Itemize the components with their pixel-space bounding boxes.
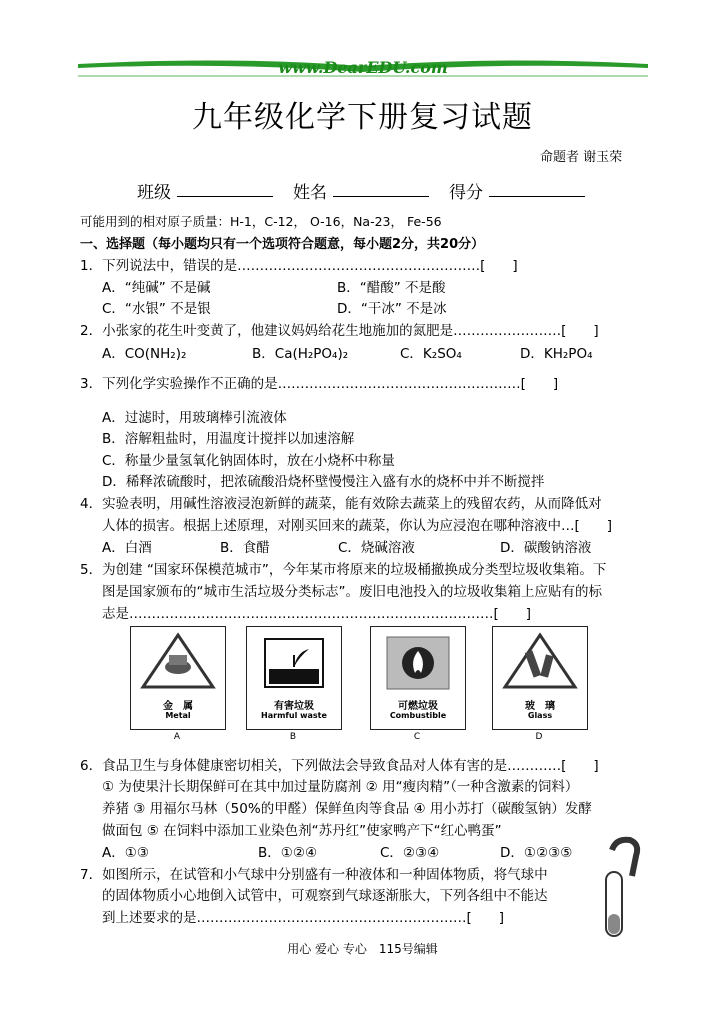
sign-b-harmful[interactable] — [246, 626, 342, 730]
harmful-waste-icon — [247, 627, 341, 695]
sign-c-letter: C — [413, 732, 421, 742]
q5-line2: 图是国家颁布的“城市生活垃圾分类标志”。废旧电池投入的垃圾收集箱上应贴有的标 — [102, 584, 602, 600]
q2-option-c[interactable]: C．K₂SO₄ — [400, 346, 462, 362]
q2-option-d[interactable]: D．KH₂PO₄ — [520, 346, 593, 362]
recycle-metal-icon — [131, 627, 225, 695]
q3-option-b[interactable]: B．溶解粗盐时，用温度计搅拌以加速溶解 — [102, 431, 355, 447]
garbage-sign-figure — [130, 626, 630, 740]
q1-option-c[interactable]: C．“水银” 不是银 — [102, 301, 211, 317]
sign-d-glass[interactable] — [492, 626, 588, 730]
combustible-flame-icon — [371, 627, 465, 695]
q1-stem: 1．下列说法中，错误的是………………………………………………[ ] — [80, 258, 518, 274]
page-title: 九年级化学下册复习试题 — [192, 100, 533, 135]
q7-line3: 到上述要求的是……………………………………………………[ ] — [102, 910, 505, 926]
q4-option-b[interactable]: B．食醋 — [220, 540, 270, 556]
sign-d-en: Glass — [527, 711, 553, 720]
q4-option-d[interactable]: D．碳酸钠溶液 — [500, 540, 592, 556]
q3-option-c[interactable]: C．称量少量氢氧化钠固体时，放在小烧杯中称量 — [102, 453, 395, 469]
q6-option-d[interactable]: D．①②③⑤ — [500, 845, 573, 861]
score-blank[interactable] — [489, 196, 585, 197]
q7-line2: 的固体物质小心地倒入试管中，可观察到气球逐渐胀大，下列各组中不能达 — [102, 888, 548, 904]
name-label: 姓名 — [293, 183, 327, 203]
q2-option-b[interactable]: B．Ca(H₂PO₄)₂ — [252, 346, 349, 362]
q6-option-c[interactable]: C．②③④ — [380, 845, 440, 861]
sign-a-letter: A — [173, 732, 181, 742]
class-label: 班级 — [137, 183, 171, 203]
q1-option-d[interactable]: D．“干冰” 不是冰 — [337, 301, 447, 317]
q3-option-d[interactable]: D．稀释浓硫酸时，把浓硫酸沿烧杯壁慢慢注入盛有水的烧杯中并不断搅拌 — [102, 474, 545, 490]
sign-a-cn: 金 属 — [163, 701, 193, 712]
q4-line1: 4．实验表明，用碱性溶液浸泡新鲜的蔬菜，能有效除去蔬菜上的残留农药，从而降低对 — [80, 496, 602, 512]
q3-stem: 3．下列化学实验操作不正确的是………………………………………………[ ] — [80, 376, 559, 392]
sign-b-letter: B — [289, 732, 297, 742]
test-tube-balloon-illustration — [596, 836, 646, 946]
recycle-glass-icon — [493, 627, 587, 695]
sign-a-metal[interactable] — [130, 626, 226, 730]
sign-d-letter: D — [535, 732, 543, 742]
score-label: 得分 — [449, 183, 483, 203]
q6-option-a[interactable]: A．①③ — [102, 845, 149, 861]
section-heading: 一、选择题（每小题均只有一个选项符合题意，每小题2分，共20分） — [80, 237, 485, 252]
q1-option-a[interactable]: A．“纯碱” 不是碱 — [102, 280, 211, 296]
atomic-masses: 可能用到的相对原子质量：H-1，C-12， O-16，Na-23， Fe-56 — [80, 214, 442, 229]
q6-line1: 6．食品卫生与身体健康密切相关，下列做法会导致食品对人体有害的是…………[ ] — [80, 758, 599, 774]
q1-option-b[interactable]: B．“醋酸” 不是酸 — [337, 280, 446, 296]
name-blank[interactable] — [333, 196, 429, 197]
q4-option-a[interactable]: A．白酒 — [102, 540, 152, 556]
class-blank[interactable] — [177, 196, 273, 197]
q3-option-a[interactable]: A．过滤时，用玻璃棒引流液体 — [102, 410, 287, 426]
site-banner — [78, 54, 648, 84]
q4-line2: 人体的损害。根据上述原理，对刚买回来的蔬菜，你认为应浸泡在哪种溶液中…[ ] — [102, 518, 613, 534]
sign-b-en: Harmful waste — [261, 711, 327, 720]
q6-line4: 做面包 ⑤ 在饲料中添加工业染色剂“苏丹红”使家鸭产下“红心鸭蛋” — [102, 823, 502, 839]
q2-stem: 2．小张家的花生叶变黄了，他建议妈妈给花生地施加的氮肥是……………………[ ] — [80, 323, 599, 339]
q6-line3: 养猪 ③ 用福尔马林（50%的甲醛）保鲜鱼肉等食品 ④ 用小苏打（碳酸氢钠）发酵 — [102, 801, 592, 817]
q6-line2: ① 为使果汁长期保鲜可在其中加过量防腐剂 ② 用“瘦肉精”（一种含激素的饲料） — [102, 779, 579, 795]
q6-option-b[interactable]: B．①②④ — [258, 845, 318, 861]
sign-c-cn: 可燃垃圾 — [398, 701, 438, 712]
q7-line1: 7．如图所示，在试管和小气球中分别盛有一种液体和一种固体物质，将气球中 — [80, 867, 548, 883]
q4-option-c[interactable]: C．烧碱溶液 — [338, 540, 415, 556]
q5-line3: 志是………………………………………………………………………[ ] — [102, 606, 532, 622]
sign-b-cn: 有害垃圾 — [274, 701, 314, 712]
q2-option-a[interactable]: A．CO(NH₂)₂ — [102, 346, 187, 362]
q5-line1: 5．为创建 “国家环保模范城市”，今年某市将原来的垃圾桶撤换成分类型垃圾收集箱。下 — [80, 562, 607, 578]
sign-c-combustible[interactable] — [370, 626, 466, 730]
author-line: 命题者 谢玉荣 — [540, 150, 623, 165]
footer-note: 用心 爱心 专心 115号编辑 — [287, 942, 438, 956]
sign-c-en: Combustible — [389, 711, 447, 720]
sign-d-cn: 玻 璃 — [525, 701, 555, 712]
sign-a-en: Metal — [165, 711, 191, 720]
site-url: www.DearEDU.com — [278, 58, 448, 77]
